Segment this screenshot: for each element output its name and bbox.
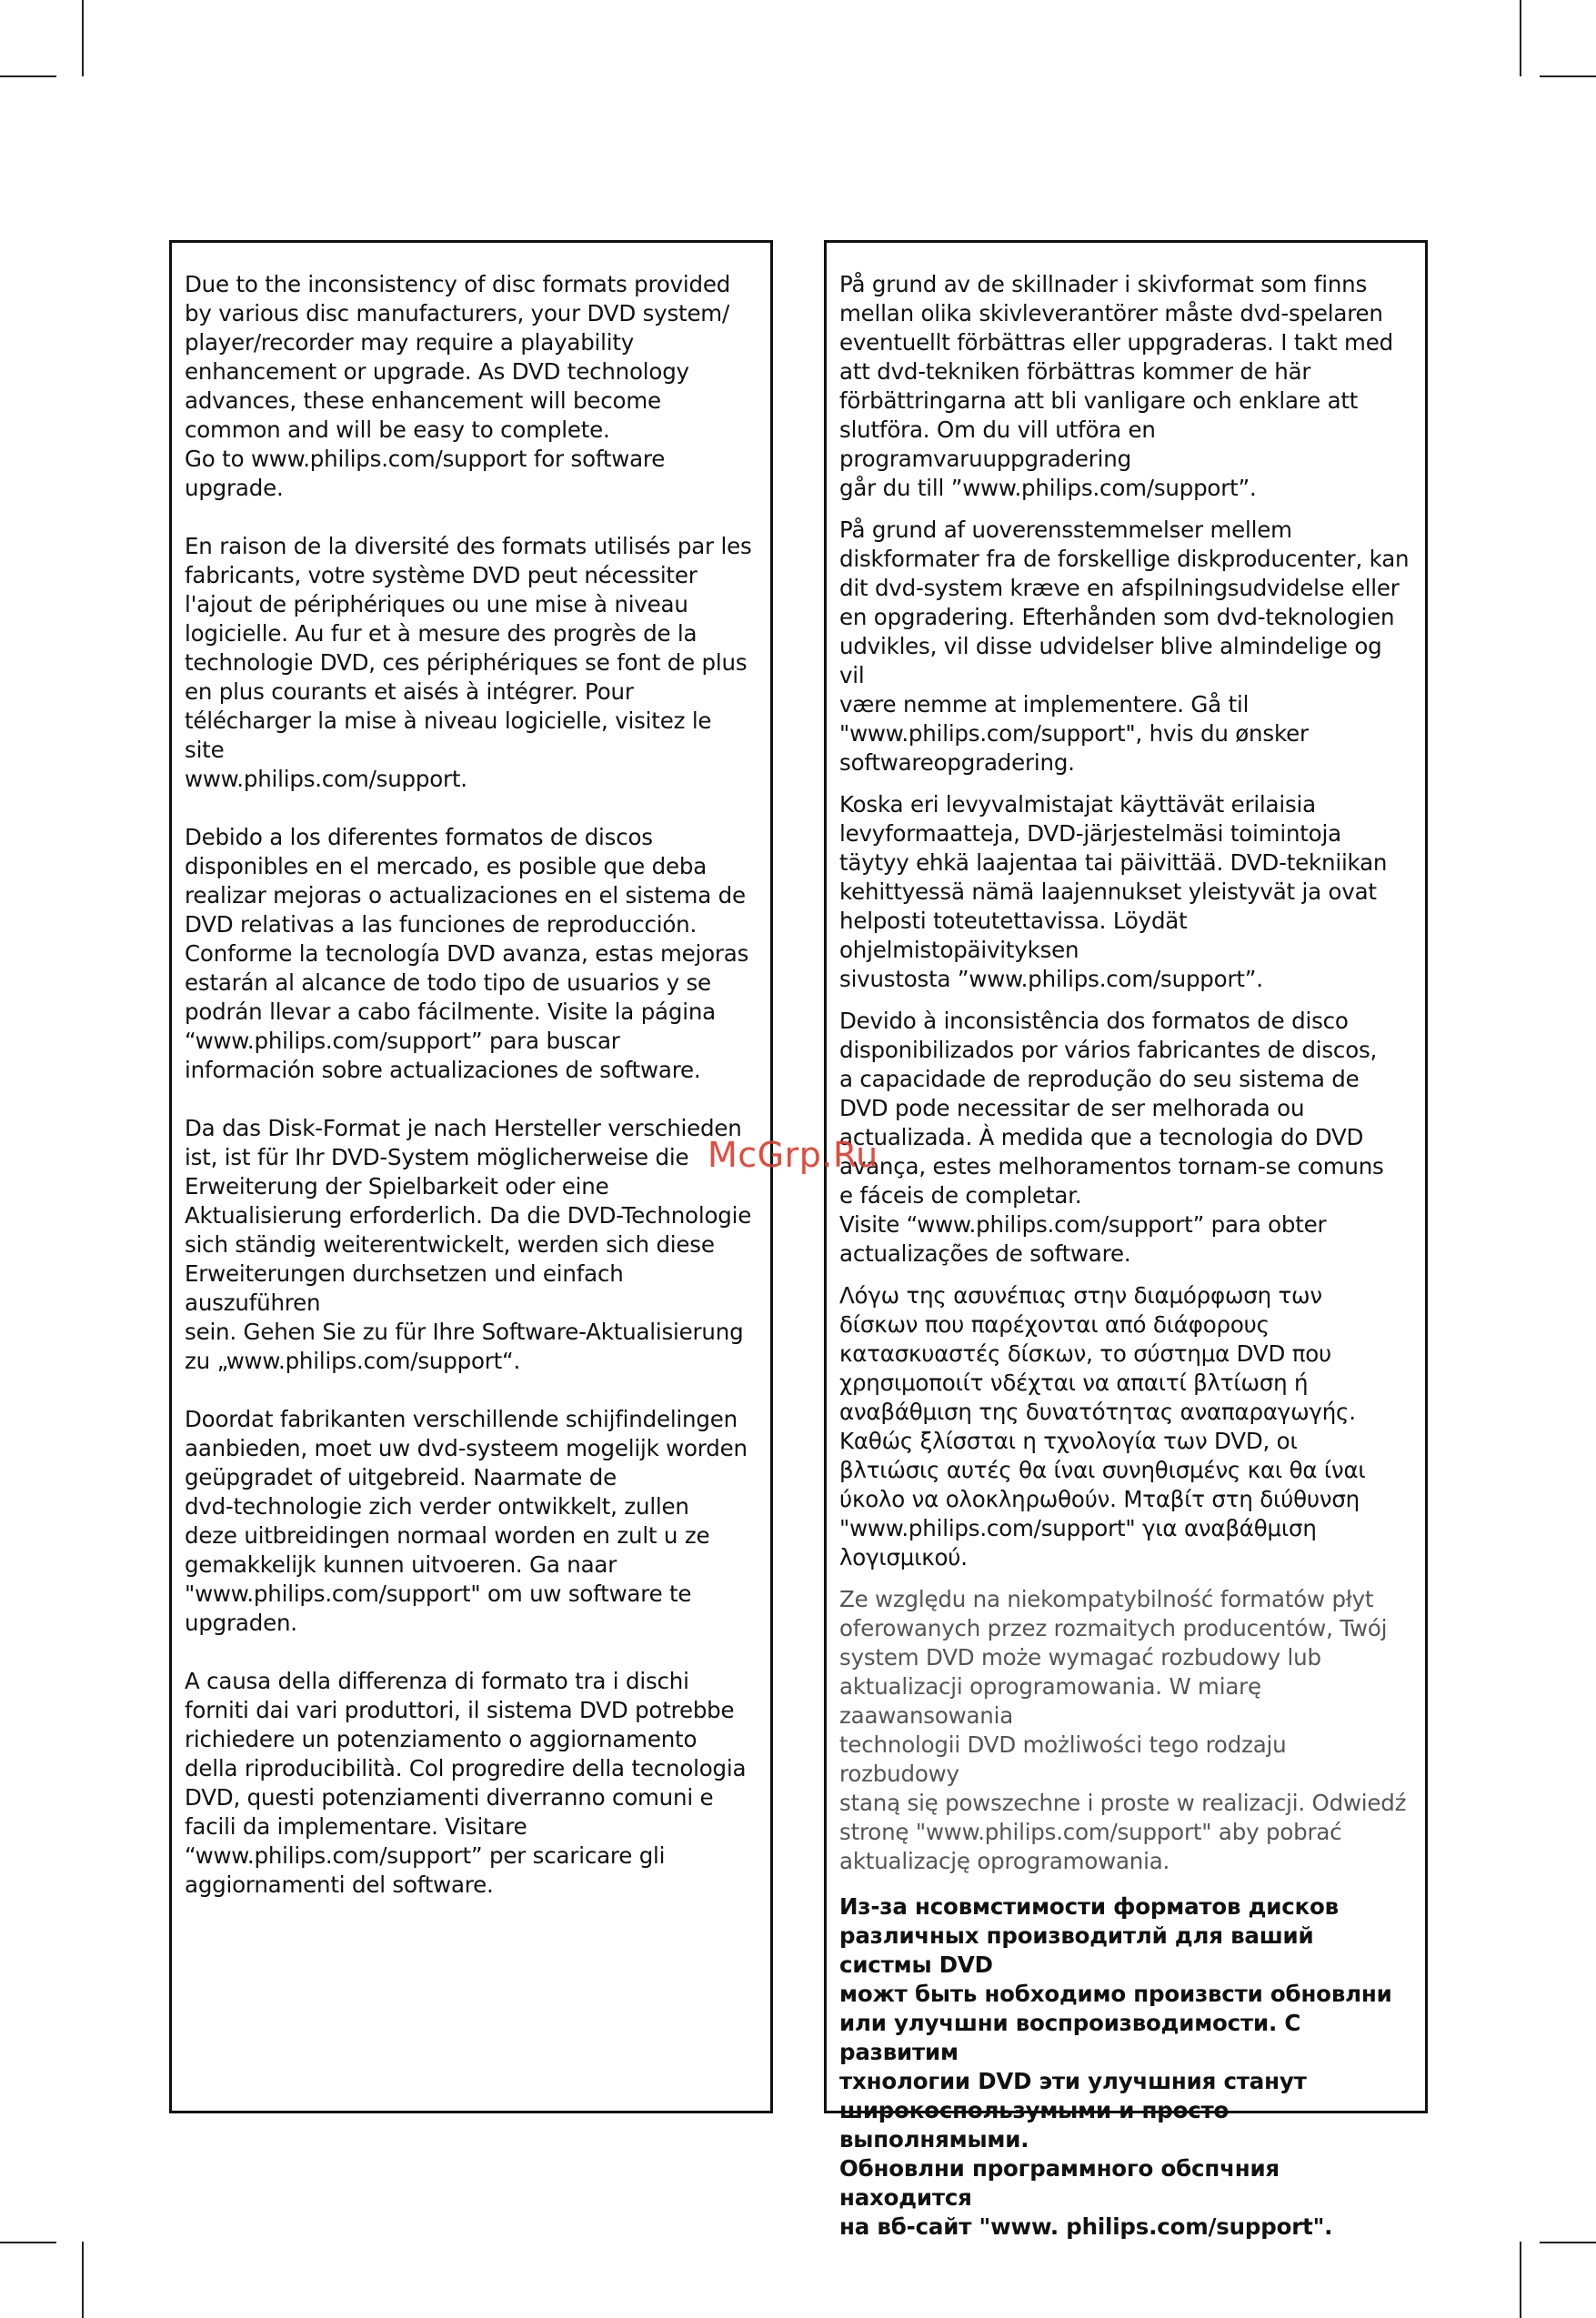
paragraph-polish: Ze względu na niekompatybilność formatów płyt oferowanych przez rozmaitych producentów, Twój system DVD może wymagać rozbudowy lub aktualizacji oprogramowania. W miarę zaawansowania technologii DVD możliwości tego rodzaju rozbudowy staną się powszechne i proste w realizacji. Odwiedź stronę "www.philips.com/support" aby pobrać aktualizację oprogramowania.	[839, 1586, 1407, 1874]
crop-mark	[1520, 0, 1521, 76]
paragraph-german: Da das Disk-Format je nach Hersteller verschieden ist, ist für Ihr DVD-System möglicherweise die Erweiterung der Spielbarkeit oder eine Aktualisierung erforderlich. Da die DVD-Technologie sich ständig weiterentwickelt, werden sich diese Erweiterungen durchsetzen und einfach auszuführen sein. Gehen Sie zu für Ihre Software-Aktualisierung zu „www.philips.com/support“.	[185, 1115, 752, 1374]
paragraph-portuguese: Devido à inconsistência dos formatos de disco disponibilizados por vários fabricantes de discos, a capacidade de reprodução do seu sistema de DVD pode necessitar de ser melhorada ou actualizada. À medida que a tecnologia do DVD avança, estes melhoramentos tornam-se comuns e fáceis de completar. Visite “www.philips.com/support” para obter actualizações de software.	[839, 1008, 1384, 1267]
paragraph-greek: Λόγω της ασυνέπιας στην διαμόρφωση των δίσκων που παρέχονται από διάφορους κατασκυαστές δίσκων, το σύστημα DVD που χρησιμοποιίτ νδέχται να απαιτί βλτίωση ή αναβάθμιση της δυνατότητας αναπαραγωγής. Καθώς ξλίσσται η τχνολογία των DVD, οι βλτιώσις αυτές θα ίναι συνηθισμένς και θα ίναι ύκολο να ολοκληρωθούν. Μταβίτ στη διύθυνση "www.philips.com/support" για αναβάθμιση λογισμικού.	[839, 1282, 1366, 1570]
crop-mark	[82, 2242, 84, 2318]
paragraph-english: Due to the inconsistency of disc formats provided by various disc manufacturers, your DVD system/ player/recorder may require a playability enhancement or upgrade. As DVD technology advances, these enhancement will become common and will be easy to complete. Go to www.philips.com/support for software upgrade.	[185, 271, 731, 501]
crop-mark	[1540, 2242, 1596, 2243]
left-column-panel	[169, 240, 773, 2113]
paragraph-spanish: Debido a los diferentes formatos de discos disponibles en el mercado, es posible que deba realizar mejoras o actualizaciones en el sistema de DVD relativas a las funciones de reproducción. Conforme la tecnología DVD avanza, estas mejoras estarán al alcance de todo tipo de usuarios y se podrán llevar a cabo fácilmente. Visite la página “www.philips.com/support” para buscar información sobre actualizaciones de software.	[185, 824, 749, 1083]
crop-mark	[0, 2242, 56, 2243]
paragraph-danish: På grund af uoverensstemmelser mellem diskformater fra de forskellige diskproducenter, kan dit dvd-system kræve en afspilningsudvidelse eller en opgradering. Efterhånden som dvd-teknologien udvikles, vil disse udvidelser blive almindelige og vil være nemme at implementere. Gå til "www.philips.com/support", hvis du ønsker softwareopgradering.	[839, 517, 1410, 776]
paragraph-finnish: Koska eri levyvalmistajat käyttävät erilaisia levyformaatteja, DVD-järjestelmäsi toimintoja täytyy ehkä laajentaa tai päivittää. DVD-tekniikan kehittyessä nämä laajennukset yleistyvät ja ovat helposti toteutettavissa. Löydät ohjelmistopäivityksen sivustosta ”www.philips.com/support”.	[839, 791, 1388, 992]
paragraph-italian: A causa della differenza di formato tra i dischi forniti dai vari produttori, il sistema DVD potrebbe richiedere un potenziamento o aggiornamento della riproducibilità. Col progredire della tecnologia DVD, questi potenziamenti diverranno comuni e facili da implementare. Visitare “www.philips.com/support” per scaricare gli aggiornamenti del software.	[185, 1668, 747, 1898]
watermark-logo: McGrp.Ru	[708, 1135, 878, 1175]
paragraph-french: En raison de la diversité des formats utilisés par les fabricants, votre système DVD peut nécessiter l'ajout de périphériques ou une mise à niveau logicielle. Au fur et à mesure des progrès de la technologie DVD, ces périphériques se font de plus en plus courants et aisés à intégrer. Pour télécharger la mise à niveau logicielle, visitez le site www.philips.com/support.	[185, 533, 752, 792]
paragraph-swedish: På grund av de skillnader i skivformat som finns mellan olika skivleverantörer måste dvd-spelaren eventuellt förbättras eller uppgraderas. I takt med att dvd-tekniken förbättras kommer de här förbättringarna att bli vanligare och enklare att slutföra. Om du vill utföra en programvaruuppgradering går du till ”www.philips.com/support”.	[839, 271, 1393, 501]
crop-mark	[82, 0, 84, 76]
crop-mark	[1520, 2242, 1521, 2318]
paragraph-russian: Из-за нсовмстимости форматов дисков различных производитлй для ваший систмы DVD можт быть нобходимо произвсти обновлни или улучшни воспроизводимости. С развитим тхнологии DVD эти улучшния станут широкоспользумыми и просто выполнямыми. Обновлни программного обспчния находится на вб-сайт "www. philips.com/support".	[839, 1893, 1392, 2240]
right-column-panel	[824, 240, 1428, 2240]
crop-mark	[1540, 75, 1596, 77]
paragraph-dutch: Doordat fabrikanten verschillende schijfindelingen aanbieden, moet uw dvd-systeem mogelijk worden geüpgradet of uitgebreid. Naarmate de dvd-technologie zich verder ontwikkelt, zullen deze uitbreidingen normaal worden en zult u ze gemakkelijk kunnen uitvoeren. Ga naar "www.philips.com/support" om uw software te upgraden.	[185, 1406, 748, 1636]
crop-mark	[0, 75, 56, 77]
